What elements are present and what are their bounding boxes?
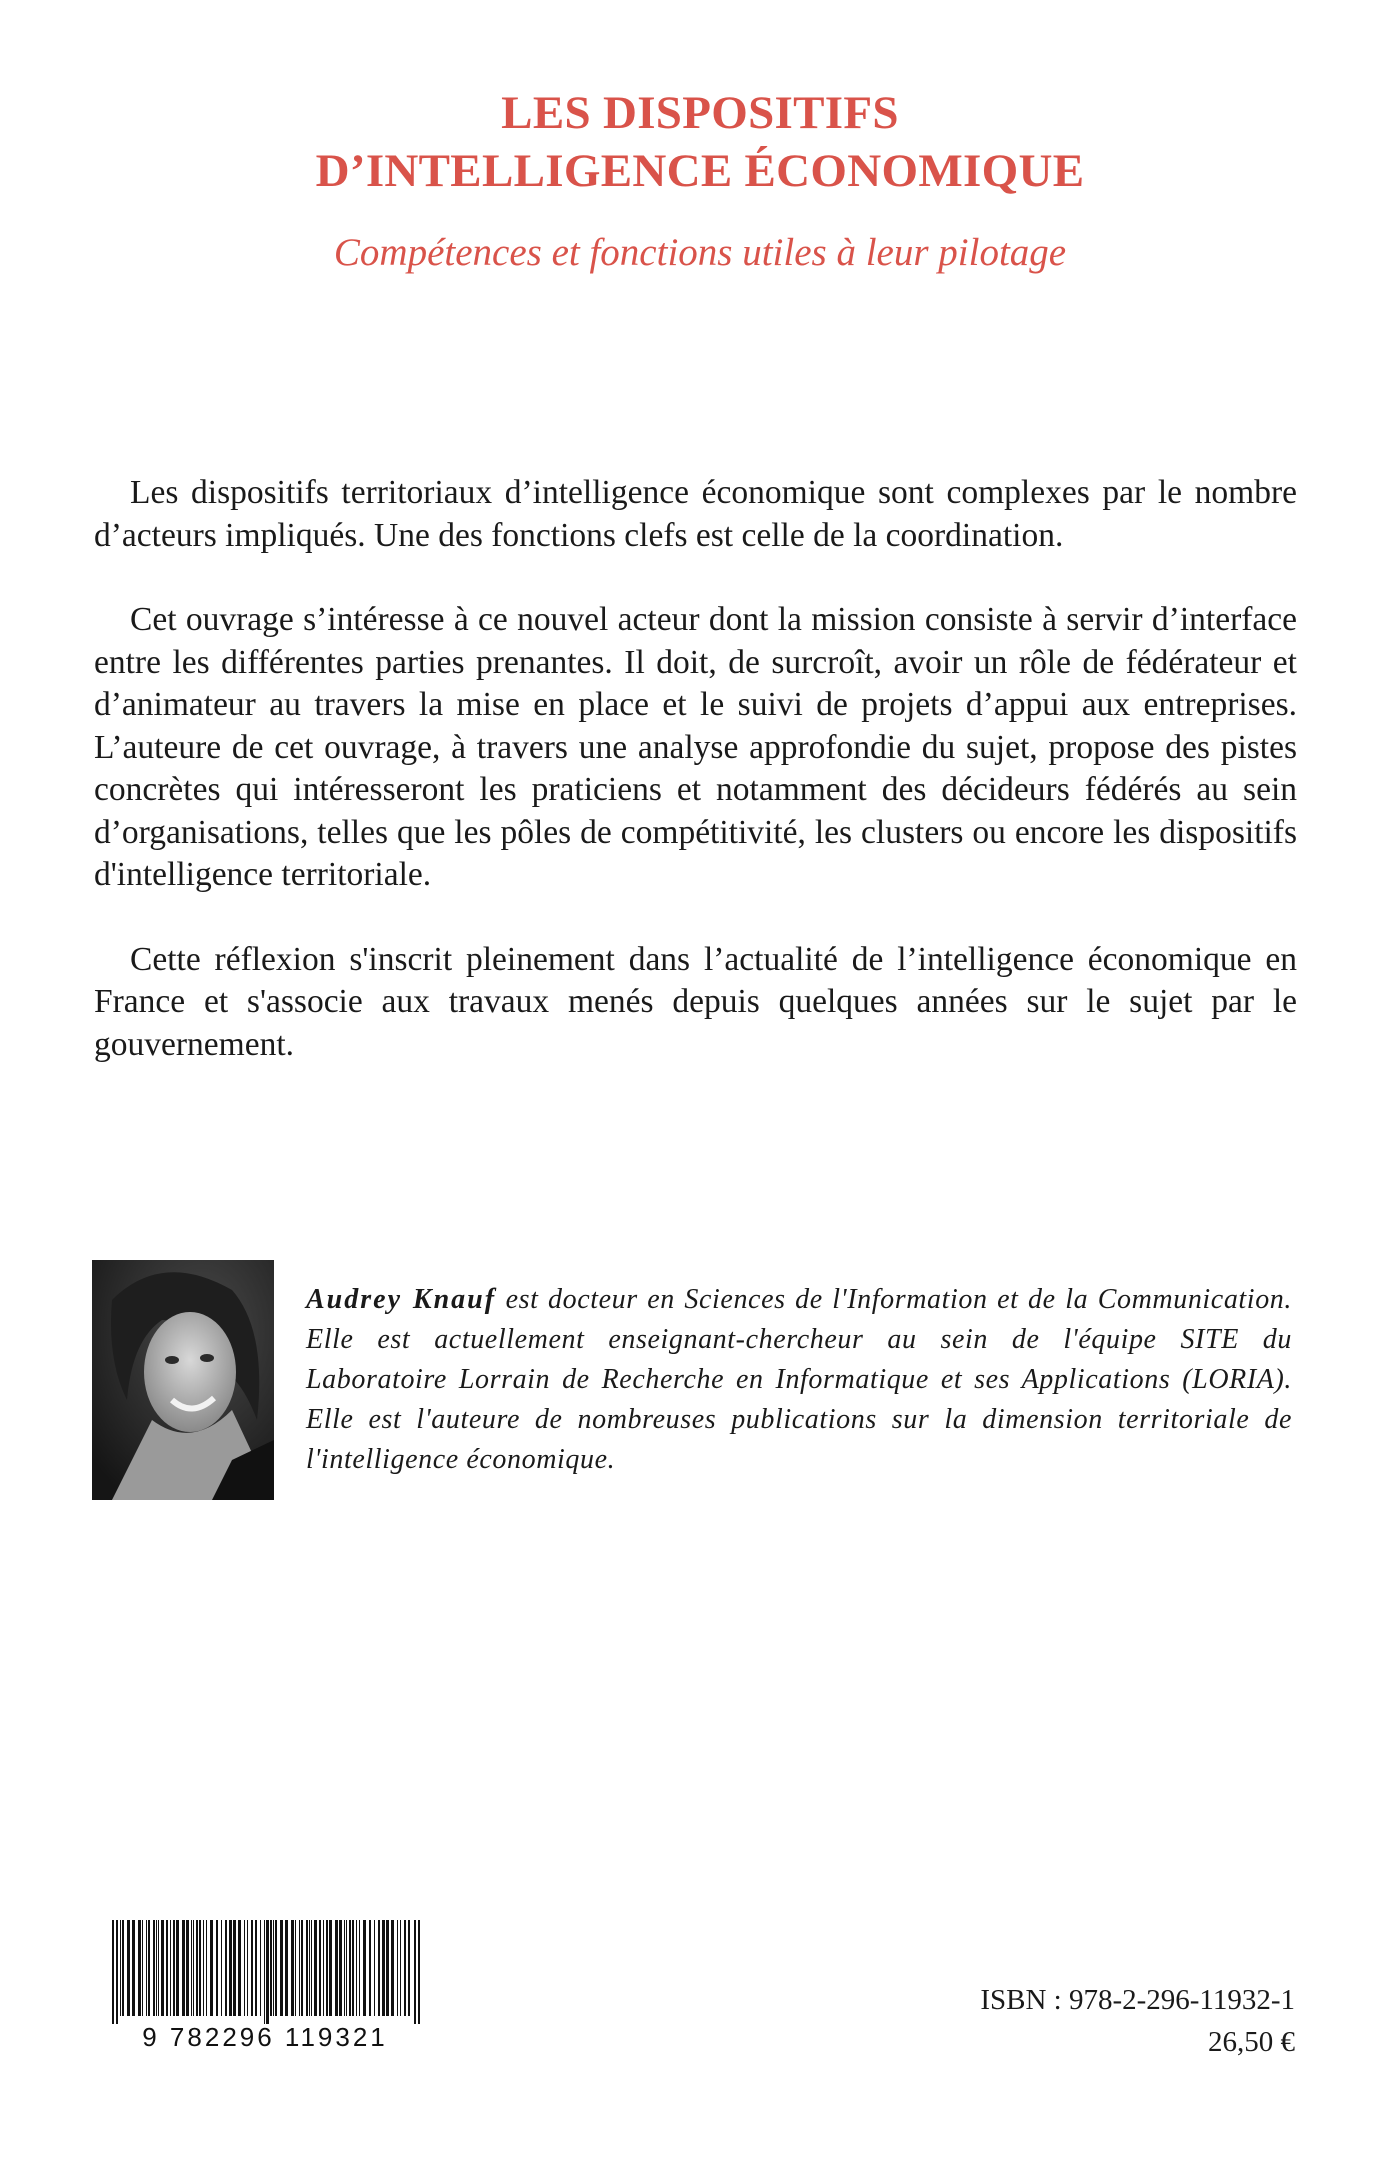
barcode-bar [397, 1920, 398, 2016]
barcode-bar [369, 1920, 371, 2016]
isbn: ISBN : 978-2-296-11932-1 [980, 1984, 1295, 2016]
barcode-bar [233, 1920, 236, 2016]
barcode-bar [349, 1920, 351, 2016]
blurb-paragraph-1: Les dispositifs territoriaux d’intelligence économique sont complexes par le nombre d’acteurs impliqués. Une des fonctions clefs est celle de la coordination. [94, 474, 1297, 554]
barcode-bar [182, 1920, 185, 2016]
barcode-bar [295, 1920, 296, 2016]
barcode-bar [418, 1920, 420, 2024]
author-bio-text: est docteur en Sciences de l'Information et de la Communication. Elle est actuellement enseignant-chercheur au sein de l'équipe SITE du Laboratoire Lorrain de Recherche en Informatique et ses Applications (LORIA). Elle est l'auteure de nombreuses publications sur la dimension territoriale de l'intelligence économique. [306, 1284, 1292, 1475]
barcode-bar [203, 1920, 204, 2016]
book-title-line-1: LES DISPOSITIFS [501, 87, 899, 139]
barcode-bar [323, 1920, 324, 2016]
author-portrait-image [92, 1260, 274, 1500]
barcode-bar [173, 1920, 175, 2016]
barcode-bar [275, 1920, 277, 2016]
blurb-paragraph-3: Cette réflexion s'inscrit pleinement dans l’actualité de l’intelligence économique en France et s'associe aux travaux menés depuis quelques années sur le sujet par le gouvernement. [94, 940, 1297, 1063]
barcode-bar [221, 1920, 222, 2016]
barcode-bar [153, 1920, 155, 2016]
blurb [94, 472, 1297, 1108]
barcode-bars [112, 1920, 420, 2024]
barcode-bar [335, 1920, 338, 2016]
barcode-bar [142, 1920, 143, 2016]
barcode-bar [216, 1920, 218, 2016]
book-title [0, 84, 1400, 200]
barcode-bar [176, 1920, 179, 2016]
barcode-bar [359, 1920, 360, 2016]
barcode-bar [309, 1920, 310, 2016]
barcode-bar [404, 1920, 406, 2016]
barcode-bar [339, 1920, 342, 2016]
barcode-bar [146, 1920, 147, 2016]
barcode-bar [210, 1920, 213, 2016]
barcode-bar [378, 1920, 380, 2016]
barcode-bar [247, 1920, 248, 2016]
barcode-bar [255, 1920, 257, 2016]
barcode-bar [158, 1920, 159, 2016]
barcode-bar [314, 1920, 317, 2016]
barcode-digits: 9 782296 119321 [142, 2022, 388, 2050]
author-name: Audrey Knauf [306, 1284, 497, 1315]
barcode-bar [148, 1920, 150, 2016]
barcode-bar [238, 1920, 241, 2016]
barcode-bar [363, 1920, 366, 2016]
barcode-bar [273, 1920, 274, 2016]
barcode-bar [285, 1920, 288, 2016]
barcode-bar [116, 1920, 118, 2024]
barcode-bar [382, 1920, 385, 2016]
barcode-bar [193, 1920, 194, 2016]
barcode-bar [199, 1920, 201, 2016]
barcode-bar [311, 1920, 312, 2016]
barcode-bar [374, 1920, 375, 2016]
barcode-bar [251, 1920, 253, 2016]
barcode-bar [400, 1920, 401, 2016]
barcode-bar [356, 1920, 357, 2016]
barcode-bar [225, 1920, 227, 2016]
barcode-bar [132, 1920, 135, 2016]
barcode-bar [299, 1920, 300, 2016]
barcode-bar [280, 1920, 283, 2016]
barcode-bar [386, 1920, 389, 2016]
barcode-bar [120, 1920, 121, 2016]
barcode-bar [319, 1920, 321, 2016]
blurb-paragraph-2: Cet ouvrage s’intéresse à ce nouvel acteur dont la mission consiste à servir d’interface entre les différentes parties prenantes. Il doit, de surcroît, avoir un rôle de fédérateur et d’animateur au travers la mise en place et le suivi de projets d’appui aux entreprises. L’auteure de cet ouvrage, à travers une analyse approfondie du sujet, propose des pistes concrètes qui intéresseront les praticiens et notamment des décideurs fédérés au sein d’organisations, telles que les pôles de compétitivité, les clusters ou encore les dispositifs d'intelligence territoriale. [94, 601, 1297, 893]
barcode-bar [196, 1920, 198, 2016]
barcode-bar [244, 1920, 245, 2016]
barcode-bar [414, 1920, 416, 2024]
book-subtitle: Compétences et fonctions utiles à leur pilotage [333, 231, 1067, 274]
barcode-bar [270, 1920, 272, 2016]
barcode-bar [138, 1920, 141, 2016]
barcode-bar [127, 1920, 130, 2016]
barcode-bar [156, 1920, 157, 2016]
book-title-line-2: D’INTELLIGENCE ÉCONOMIQUE [315, 145, 1085, 197]
barcode-bar [166, 1920, 168, 2016]
barcode-bar [170, 1920, 171, 2016]
barcode [92, 1920, 438, 2050]
barcode-bar [408, 1920, 410, 2016]
barcode-bar [266, 1920, 269, 2024]
barcode-bar [122, 1920, 124, 2016]
barcode-bar [191, 1920, 192, 2016]
barcode-bar [260, 1920, 261, 2016]
barcode-bar [291, 1920, 294, 2016]
author-bio [306, 1280, 1292, 1480]
barcode-bar [112, 1920, 114, 2024]
barcode-bar [344, 1920, 345, 2016]
barcode-bar [352, 1920, 354, 2016]
price: 26,50 € [1208, 2026, 1295, 2058]
barcode-bar [329, 1920, 332, 2016]
barcode-bar [306, 1920, 308, 2016]
barcode-bar [229, 1920, 232, 2016]
author-photo [92, 1260, 274, 1500]
barcode-bar [301, 1920, 303, 2016]
barcode-bar [326, 1920, 328, 2016]
barcode-bar [161, 1920, 164, 2016]
barcode-bar [206, 1920, 207, 2016]
barcode-bar [346, 1920, 347, 2016]
barcode-bar [264, 1920, 265, 2024]
barcode-bar [186, 1920, 189, 2016]
barcode-bar [391, 1920, 394, 2016]
